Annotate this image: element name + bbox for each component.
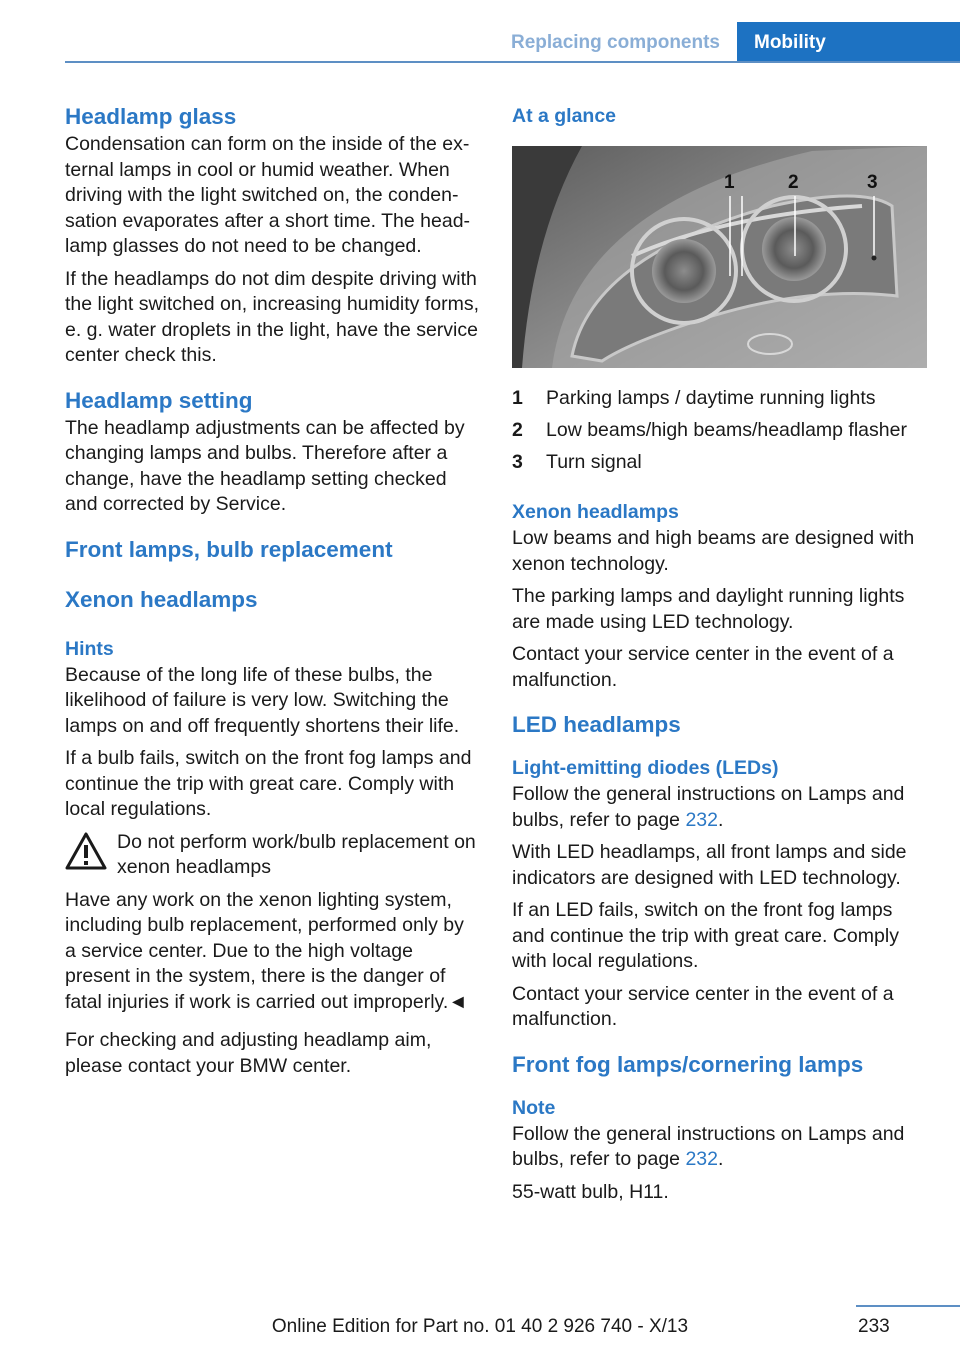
paragraph: Low beams and high beams are designed with xenon technology. xyxy=(512,527,915,575)
footer-edition: Online Edition for Part no. 01 40 2 926 740 - X/13 xyxy=(271,1316,689,1337)
paragraph: If the headlamps do not dim despite driving with the light switched on, increasing humidity forms, e. g. water droplets in the light, have the service center check this. xyxy=(65,267,480,366)
callout-1: 1 xyxy=(724,172,735,193)
heading-note: Note xyxy=(512,1096,556,1119)
legend-item xyxy=(512,414,927,446)
headlamp-photo xyxy=(512,146,927,368)
paragraph: 55-watt bulb, H11. xyxy=(512,1180,669,1203)
paragraph: The parking lamps and daylight running lights are made using LED technology. xyxy=(512,585,905,633)
paragraph: Because of the long life of these bulbs, the likelihood of failure is very low. Switching the lamps on and off frequently shortens their life. xyxy=(65,663,460,737)
heading-leds: Light-emitting diodes (LEDs) xyxy=(512,757,779,779)
heading-front-lamps: Front lamps, bulb replacement xyxy=(65,536,393,562)
header-rule xyxy=(65,61,960,63)
paragraph: If a bulb fails, switch on the front fog lamps and continue the trip with great care. Comply with local regulations. xyxy=(65,747,472,820)
legend-item xyxy=(512,382,927,414)
page-number-rule xyxy=(856,1305,960,1307)
page-number: 233 xyxy=(858,1316,890,1337)
heading-headlamp-glass: Headlamp glass xyxy=(65,104,237,129)
legend-number: 1 xyxy=(512,387,523,409)
heading-led-headlamps: LED headlamps xyxy=(512,712,681,737)
paragraph: Contact your service center in the event of a malfunction. xyxy=(512,982,894,1030)
legend-item xyxy=(512,446,927,478)
paragraph: For checking and adjusting headlamp aim, please contact your BMW center. xyxy=(65,1029,432,1077)
legend-text: Parking lamps / daytime running lights xyxy=(546,387,876,409)
paragraph: With LED headlamps, all front lamps and side indicators are designed with LED technology. xyxy=(512,841,907,889)
heading-xenon-headlamps: Xenon headlamps xyxy=(65,586,258,612)
photo-legend xyxy=(512,382,927,478)
page-reference-link[interactable]: 232 xyxy=(685,808,718,831)
left-column xyxy=(65,102,480,1086)
paragraph: Follow the general instructions on Lamps and bulbs, refer to page 232. xyxy=(512,783,905,831)
paragraph: Follow the general instructions on Lamps and bulbs, refer to page 232. xyxy=(512,1122,905,1170)
callout-3: 3 xyxy=(867,172,878,193)
page-reference-link[interactable]: 232 xyxy=(685,1148,718,1170)
heading-hints: Hints xyxy=(65,637,114,660)
legend-number: 2 xyxy=(512,419,523,441)
paragraph: Condensation can form on the inside of the ex‐ternal lamps in cool or humid weather. When driving with the light switched on, the conden‐sation evaporates after a short time. The head‐lamp glasses do not need to be changed. xyxy=(65,133,471,257)
paragraph: If an LED fails, switch on the front fog lamps and continue the trip with great care. Comply with local regulations. xyxy=(512,899,899,972)
warning-body: Have any work on the xenon lighting system, including bulb replacement, performed only by a service center. Due to the high voltage present in the system, there is the danger of fatal injuries if work is carried out improperly.◄ xyxy=(65,888,468,1013)
callout-2: 2 xyxy=(788,172,799,193)
warning-title: Do not perform work/bulb replacement on xenon headlamps xyxy=(117,830,476,878)
heading-fog-lamps: Front fog lamps/cornering lamps xyxy=(512,1051,864,1077)
legend-number: 3 xyxy=(512,451,523,473)
right-column xyxy=(512,102,927,1212)
paragraph: The headlamp adjustments can be affected by changing lamps and bulbs. Therefore after a change, have the headlamp setting checked and corrected by Service. xyxy=(65,416,465,515)
legend-text: Low beams/high beams/headlamp flasher xyxy=(546,419,907,441)
heading-at-a-glance: At a glance xyxy=(512,105,617,127)
heading-headlamp-setting: Headlamp setting xyxy=(65,387,253,413)
heading-xenon: Xenon headlamps xyxy=(512,501,679,523)
paragraph: Contact your service center in the event of a malfunction. xyxy=(512,643,894,691)
warning-triangle-icon xyxy=(65,832,107,870)
header-chapter-tab: Mobility xyxy=(737,22,960,63)
legend-text: Turn signal xyxy=(546,451,642,473)
header-section-title: Replacing components xyxy=(510,32,720,53)
warning-box xyxy=(65,830,480,881)
